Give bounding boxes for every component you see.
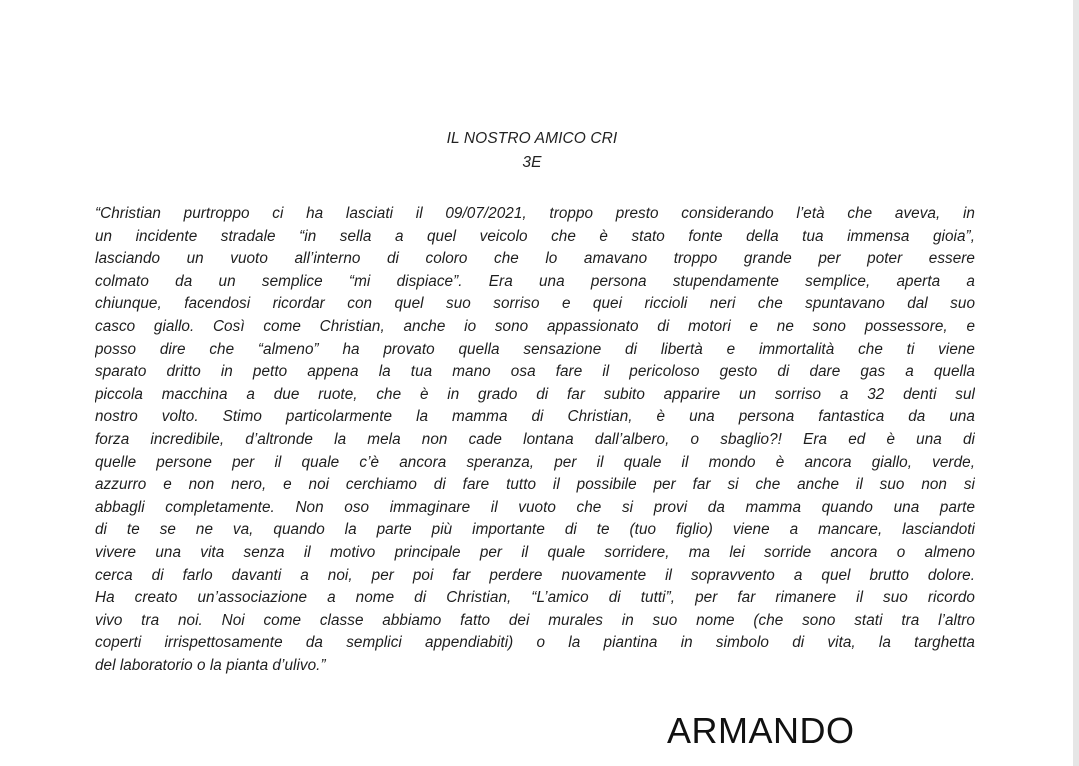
document-title: IL NOSTRO AMICO CRI	[446, 130, 618, 147]
text-line: Ha creato un’associazione a nome di Christian, “L’amico di tutti”, per far rimanere il suo ricordo	[95, 589, 975, 607]
text-line: piccola macchina a due ruote, che è in grado di far subito apparire un sorriso a 32 denti sul	[95, 385, 975, 403]
class-label: 3E	[522, 154, 542, 171]
text-line: forza incredibile, d’altronde la mela non cade lontana dall’albero, o sbaglio?! Era ed è una di	[95, 430, 975, 448]
text-line: posso dire che “almeno” ha provato quella sensazione di libertà e immortalità che ti viene	[95, 340, 975, 358]
text-line: nostro volto. Stimo particolarmente la mamma di Christian, è una persona fantastica da una	[95, 408, 975, 426]
text-line: un incidente stradale “in sella a quel veicolo che è stato fonte della tua immensa gioia”,	[95, 227, 975, 245]
text-line: abbagli completamente. Non oso immaginare il vuoto che si provi da mamma quando una parte	[95, 498, 975, 516]
body-paragraph	[95, 203, 975, 677]
text-line: del laboratorio o la pianta d’ulivo.”	[95, 656, 326, 674]
text-line: “Christian purtroppo ci ha lasciati il 09/07/2021, troppo presto considerando l’età che aveva, in	[95, 205, 975, 222]
text-line: azzurro e non nero, e noi cerchiamo di fare tutto il possibile per far si che anche il suo non si	[95, 476, 975, 494]
text-line: casco giallo. Così come Christian, anche io sono appassionato di motori e ne sono possessore, e	[95, 317, 975, 335]
text-line: di te se ne va, quando la parte più importante di te (tuo figlio) viene a mancare, lasciandoti	[95, 521, 975, 539]
text-line: vivo tra noi. Noi come classe abbiamo fatto dei murales in suo nome (che sono stati tra l’altro	[95, 611, 975, 629]
text-line: vivere una vita senza il motivo principale per il quale sorridere, ma lei sorride ancora o almeno	[95, 543, 975, 561]
text-line: chiunque, facendosi ricordar con quel suo sorriso e quei riccioli neri che spuntavano dal suo	[95, 295, 975, 313]
text-line: lasciando un vuoto all’interno di coloro che lo amavano troppo grande per poter essere	[95, 250, 975, 268]
text-line: coperti irrispettosamente da semplici appendiabiti) o la piantina in simbolo di vita, la targhetta	[95, 634, 975, 652]
text-line: sparato dritto in petto appena la tua mano osa fare il pericoloso gesto di dare gas a quella	[95, 363, 975, 381]
text-line: colmato da un semplice “mi dispiace”. Era una persona stupendamente semplice, aperta a	[95, 272, 975, 290]
page-edge-divider	[1073, 0, 1079, 766]
text-line: cerca di farlo davanti a noi, per poi far perdere nuovamente il sopravvento a quel brutto dolore.	[95, 566, 975, 584]
signature: ARMANDO	[667, 710, 855, 751]
text-line: quelle persone per il quale c’è ancora speranza, per il quale il mondo è ancora giallo, verde,	[95, 453, 975, 471]
